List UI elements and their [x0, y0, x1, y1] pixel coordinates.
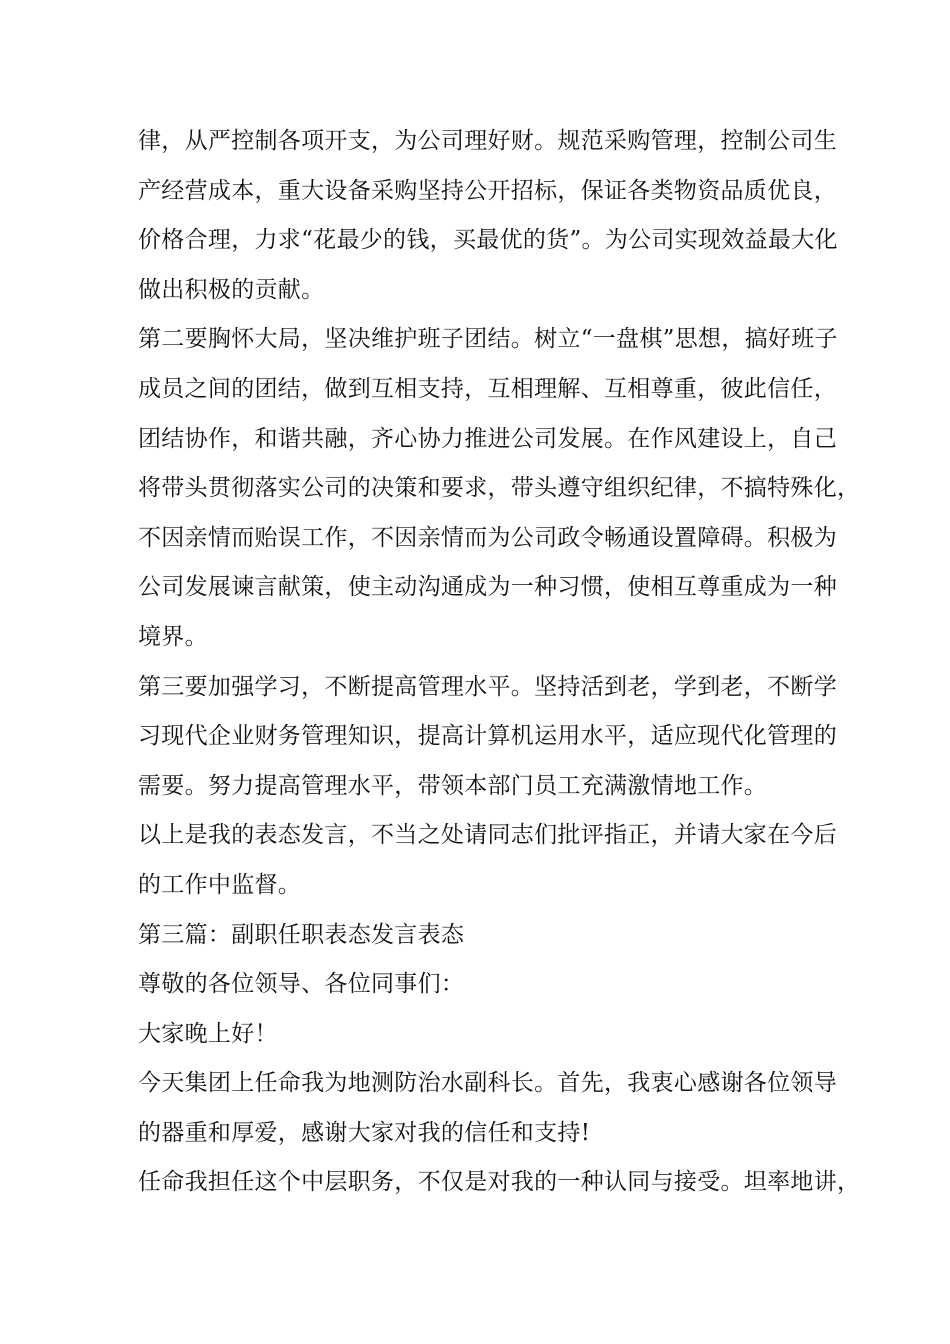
text-line: 第二要胸怀大局，坚决维护班子团结。树立“一盘棋”思想，搞好班子 — [138, 326, 838, 353]
text-line: 律，从严控制各项开支，为公司理好财。规范采购管理，控制公司生 — [138, 128, 837, 154]
text-line: 团结协作，和谐共融，齐心协力推进公司发展。在作风建设上，自己 — [138, 425, 837, 452]
text-line: 的器重和厚爱，感谢大家对我的信任和支持! — [138, 1119, 591, 1146]
text-line: 成员之间的团结，做到互相支持，互相理解、互相尊重，彼此信任， — [138, 375, 837, 402]
text-line: 境界。 — [138, 623, 208, 650]
section-heading: 第三篇：副职任职表态发言表态 — [138, 921, 465, 948]
text-line: 以上是我的表态发言，不当之处请同志们批评指正，并请大家在今后 — [138, 822, 837, 849]
text-line: 今天集团上任命我为地测防治水副科长。首先，我衷心感谢各位领导 — [138, 1070, 837, 1097]
text-line: 产经营成本，重大设备采购坚持公开招标，保证各类物资品质优良， — [138, 177, 837, 204]
text-line: 不因亲情而贻误工作，不因亲情而为公司政令畅通设置障碍。积极为 — [138, 524, 837, 551]
text-line: 习现代企业财务管理知识，提高计算机运用水平，适应现代化管理的 — [138, 723, 837, 750]
text-line: 任命我担任这个中层职务，不仅是对我的一种认同与接受。坦率地讲， — [138, 1169, 861, 1196]
text-line: 公司发展谏言献策，使主动沟通成为一种习惯，使相互尊重成为一种 — [138, 574, 837, 601]
greeting: 大家晚上好！ — [138, 1020, 278, 1047]
salutation: 尊敬的各位领导、各位同事们： — [138, 971, 465, 998]
document-body — [138, 117, 861, 1208]
text-line: 价格合理，力求“花最少的钱，买最优的货”。为公司实现效益最大化 — [138, 227, 838, 254]
text-line: 的工作中监督。 — [138, 871, 302, 898]
text-line: 第三要加强学习，不断提高管理水平。坚持活到老，学到老，不断学 — [138, 673, 837, 700]
text-line: 需要。努力提高管理水平，带领本部门员工充满激情地工作。 — [138, 772, 768, 799]
text-line: 做出积极的贡献。 — [138, 276, 325, 303]
text-line: 将带头贯彻落实公司的决策和要求，带头遵守组织纪律，不搞特殊化， — [138, 475, 861, 502]
